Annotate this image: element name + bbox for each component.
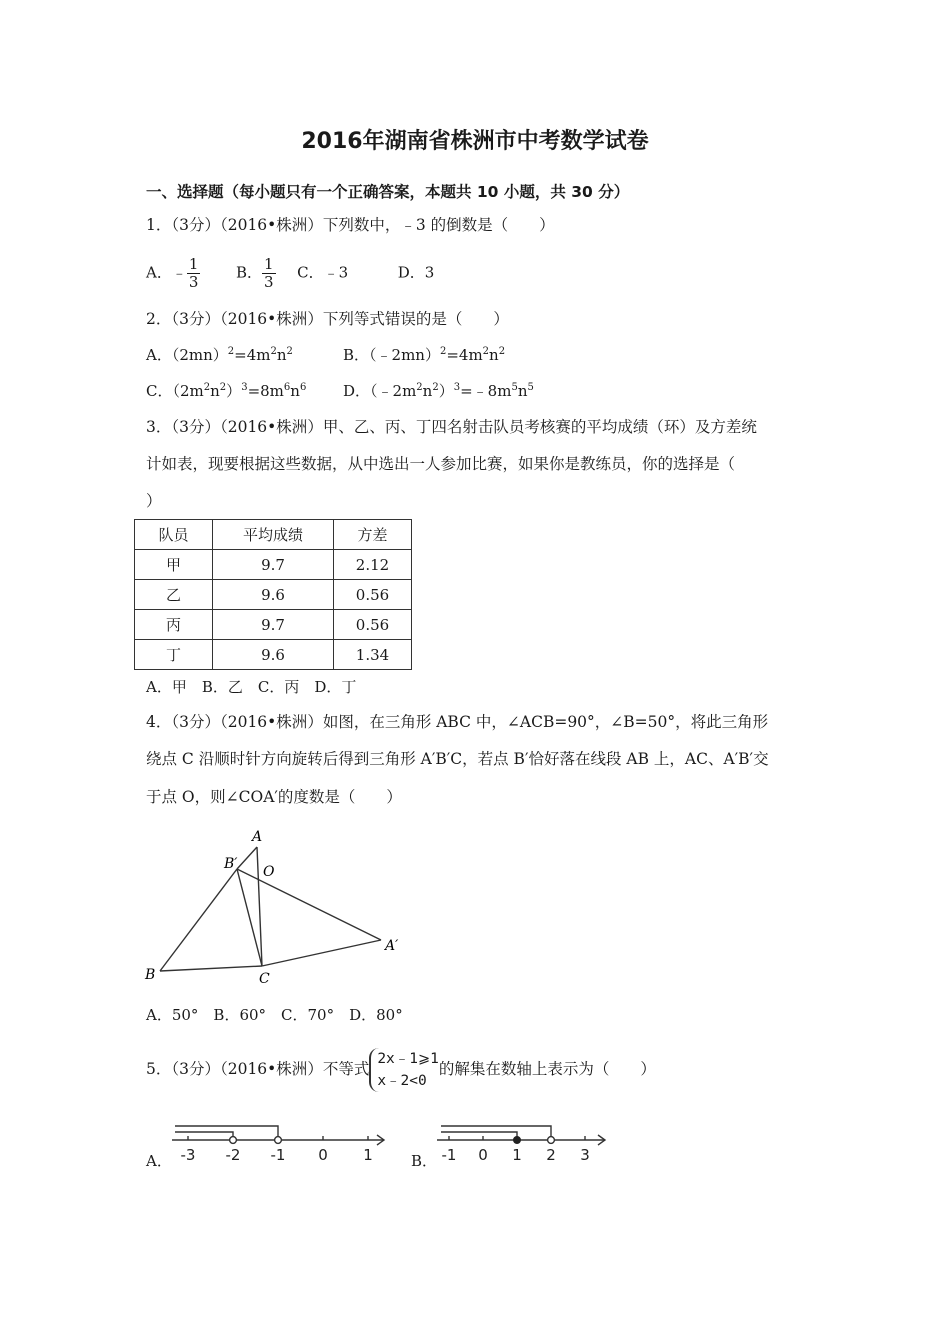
q1-option-b-fraction — [262, 256, 276, 291]
number-line-b — [435, 1120, 615, 1170]
label-a-prime: A′ — [385, 938, 399, 954]
q1-option-a-denominator: 3 — [188, 273, 199, 291]
tick-label: -1 — [441, 1146, 457, 1164]
table-cell: 9.7 — [213, 610, 334, 640]
inequality-system — [369, 1048, 439, 1092]
segment-bprime-a — [237, 847, 257, 869]
tick-label: -3 — [180, 1146, 196, 1164]
open-point — [230, 1137, 237, 1144]
question-3-line-3: ） — [146, 492, 162, 510]
solution-ray-1 — [441, 1132, 517, 1140]
q2-option-d: D．$(﹣2m^2n^2)^3=﹣8m^5n^5$ — [343, 382, 534, 400]
section-heading: 一、选择题（每小题只有一个正确答案，本题共 10 小题，共 30 分） — [146, 183, 630, 201]
table-header: 平均成绩 — [213, 520, 334, 550]
question-2-stem: 2．（3分）（2016•株洲）下列等式错误的是（ ） — [146, 310, 509, 328]
label-b-prime: B′ — [224, 856, 238, 872]
tick-label: 0 — [318, 1146, 328, 1164]
question-4-line-1: 4．（3分）（2016•株洲）如图，在三角形 ABC 中，∠ACB=90°，∠B=50°，将此三角形 — [146, 713, 769, 731]
q1-option-a-label: A．﹣ — [146, 263, 187, 282]
question-4-line-2: 绕点 C 沿顺时针方向旋转后得到三角形 A′B′C，若点 B′恰好落在线段 AB 上，AC、A′B′交 — [146, 750, 769, 768]
q5-stem-prefix: 5．（3分）（2016•株洲）不等式 — [146, 1060, 370, 1078]
question-3-line-1: 3．（3分）（2016•株洲）甲、乙、丙、丁四名射击队员考核赛的平均成绩（环）及方差统 — [146, 418, 757, 436]
question-4-line-3: 于点 O，则∠COA′的度数是（ ） — [146, 788, 402, 806]
segment-c-aprime — [262, 940, 381, 966]
segment-bprime-aprime — [237, 869, 381, 940]
tick-label: -2 — [225, 1146, 241, 1164]
table-cell: 2.12 — [334, 550, 412, 580]
table-cell: 9.6 — [213, 580, 334, 610]
inequality-1: 2x﹣1⩾1 — [377, 1051, 439, 1067]
segment-b-bprime — [160, 869, 237, 971]
closed-point — [514, 1137, 521, 1144]
q2-option-a: A．$(2mn)^2=4m^2n^2$ — [146, 346, 293, 364]
open-point — [548, 1137, 555, 1144]
q1-option-d: D．3 — [397, 263, 435, 282]
tick-label: 1 — [512, 1146, 522, 1164]
table-cell: 丁 — [135, 640, 213, 670]
q1-option-b-numerator: 1 — [263, 255, 274, 273]
table-row — [135, 550, 412, 580]
label-o: O — [263, 864, 275, 880]
question-1-options — [146, 256, 434, 291]
triangle-figure — [140, 822, 410, 992]
q5-option-a-label: A． — [146, 1152, 172, 1170]
score-table — [134, 519, 412, 670]
label-a: A — [252, 829, 263, 845]
question-1-stem: 1．（3分）（2016•株洲）下列数中，﹣3 的倒数是（ ） — [146, 216, 555, 234]
table-cell: 0.56 — [334, 610, 412, 640]
q1-option-a-numerator: 1 — [188, 255, 199, 273]
tick-label: -1 — [270, 1146, 286, 1164]
table-row — [135, 580, 412, 610]
question-3-options: A．甲 B．乙 C．丙 D．丁 — [146, 678, 357, 696]
solution-ray-1 — [175, 1132, 233, 1140]
page-title: 2016年湖南省株洲市中考数学试卷 — [301, 129, 649, 154]
question-4-options: A．50° B．60° C．70° D．80° — [146, 1006, 403, 1024]
table-header: 方差 — [334, 520, 412, 550]
solution-ray-2 — [441, 1126, 551, 1140]
table-cell: 乙 — [135, 580, 213, 610]
table-row — [135, 610, 412, 640]
q1-option-b-label: B． — [235, 263, 262, 282]
q1-option-b-denominator: 3 — [263, 273, 274, 291]
q1-option-c: C．﹣3 — [297, 263, 349, 282]
open-point — [275, 1137, 282, 1144]
q2-option-c: C．$(2m^2n^2)^3=8m^6n^6$ — [146, 382, 307, 400]
label-c: C — [259, 971, 270, 987]
question-3-line-2: 计如表，现要根据这些数据，从中选出一人参加比赛，如果你是教练员，你的选择是（ — [146, 455, 736, 473]
number-line-a — [170, 1120, 395, 1170]
solution-ray-2 — [175, 1126, 278, 1140]
question-5-stem — [146, 1048, 656, 1092]
table-cell: 9.6 — [213, 640, 334, 670]
q2-option-b: B．$(﹣2mn)^2=4m^2n^2$ — [343, 346, 506, 364]
table-cell: 0.56 — [334, 580, 412, 610]
table-cell: 甲 — [135, 550, 213, 580]
table-cell: 9.7 — [213, 550, 334, 580]
tick-label: 3 — [580, 1146, 590, 1164]
table-row — [135, 640, 412, 670]
table-header: 队员 — [135, 520, 213, 550]
table-cell: 1.34 — [334, 640, 412, 670]
table-header-row — [135, 520, 412, 550]
table-cell: 丙 — [135, 610, 213, 640]
tick-label: 0 — [478, 1146, 488, 1164]
q1-option-a-fraction — [187, 256, 201, 291]
segment-b-c — [160, 966, 262, 971]
label-b: B — [145, 967, 156, 983]
q5-stem-suffix: 的解集在数轴上表示为（ ） — [438, 1060, 656, 1078]
inequality-2: x﹣2<0 — [377, 1073, 427, 1089]
tick-label: 2 — [546, 1146, 556, 1164]
tick-label: 1 — [363, 1146, 373, 1164]
q5-option-b-label: B． — [411, 1152, 438, 1170]
